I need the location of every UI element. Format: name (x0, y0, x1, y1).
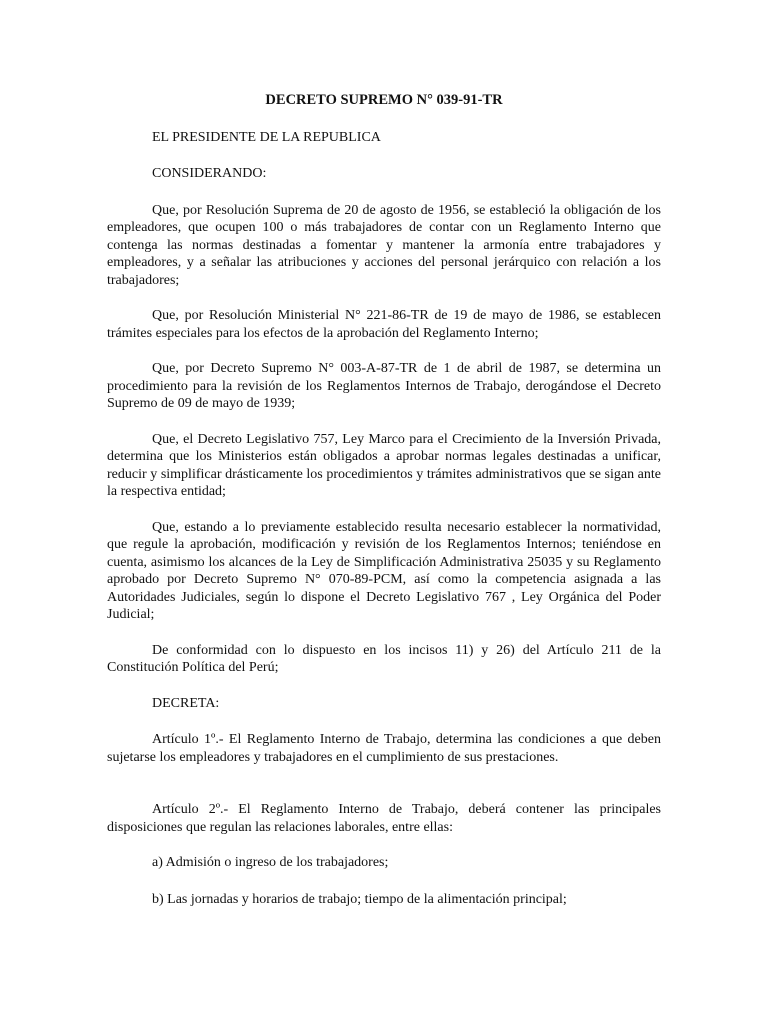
article-2: Artículo 2º.- El Reglamento Interno de Trabajo, deberá contener las principales disposiciones que regulan las relaciones laborales, entre ellas: (107, 802, 661, 835)
list-item: a) Admisión o ingreso de los trabajadores; (152, 855, 389, 870)
consideration-paragraph: Que, por Decreto Supremo N° 003-A-87-TR de 1 de abril de 1987, se determina un procedimiento para la revisión de los Reglamentos Internos de Trabajo, derogándose el Decreto Supremo de 09 de mayo de 1939; (107, 361, 661, 411)
consideration-paragraph: Que, el Decreto Legislativo 757, Ley Marco para el Crecimiento de la Inversión Privada, determina que los Ministerios están obligados a aprobar normas legales destinadas a unificar, reducir y simplificar drásticamente los procedimientos y trámites administrativos que se sigan ante la respectiva entidad; (107, 431, 661, 499)
article-1: Artículo 1º.- El Reglamento Interno de Trabajo, determina las condiciones a que deben sujetarse los empleadores y trabajadores en el cumplimiento de sus prestaciones. (107, 732, 661, 765)
consideration-paragraph: Que, por Resolución Ministerial N° 221-86-TR de 19 de mayo de 1986, se establecen trámites especiales para los efectos de la aprobación del Reglamento Interno; (107, 308, 661, 341)
consideration-paragraph: Que, por Resolución Suprema de 20 de agosto de 1956, se estableció la obligación de los empleadores, que ocupen 100 o más trabajadores de contar con un Reglamento Interno que contenga las normas destinadas a fomentar y mantener la armonía entre trabajadores y empleadores, y a señalar las atribuciones y acciones del personal jerárquico con relación a los trabajadores; (107, 202, 661, 288)
document-title: DECRETO SUPREMO N° 039-91-TR (265, 92, 503, 108)
document-page (107, 92, 661, 927)
consideration-paragraph: De conformidad con lo dispuesto en los incisos 11) y 26) del Artículo 211 de la Constitución Política del Perú; (107, 642, 661, 675)
document-heading: EL PRESIDENTE DE LA REPUBLICA (152, 129, 381, 145)
considering-label: CONSIDERANDO: (152, 166, 267, 181)
consideration-paragraph: Que, estando a lo previamente establecido resulta necesario establecer la normatividad, que regule la aprobación, modificación y revisión de los Reglamentos Internos; teniéndose en cuenta, asimismo los alcances de la Ley de Simplificación Administrativa 25035 y su Reglamento aprobado por Decreto Supremo N° 070-89-PCM, así como la competencia asignada a las Autoridades Judiciales, según lo dispone el Decreto Legislativo 767 , Ley Orgánica del Poder Judicial; (107, 519, 661, 622)
list-item: b) Las jornadas y horarios de trabajo; tiempo de la alimentación principal; (152, 891, 567, 907)
decree-label: DECRETA: (152, 695, 220, 711)
